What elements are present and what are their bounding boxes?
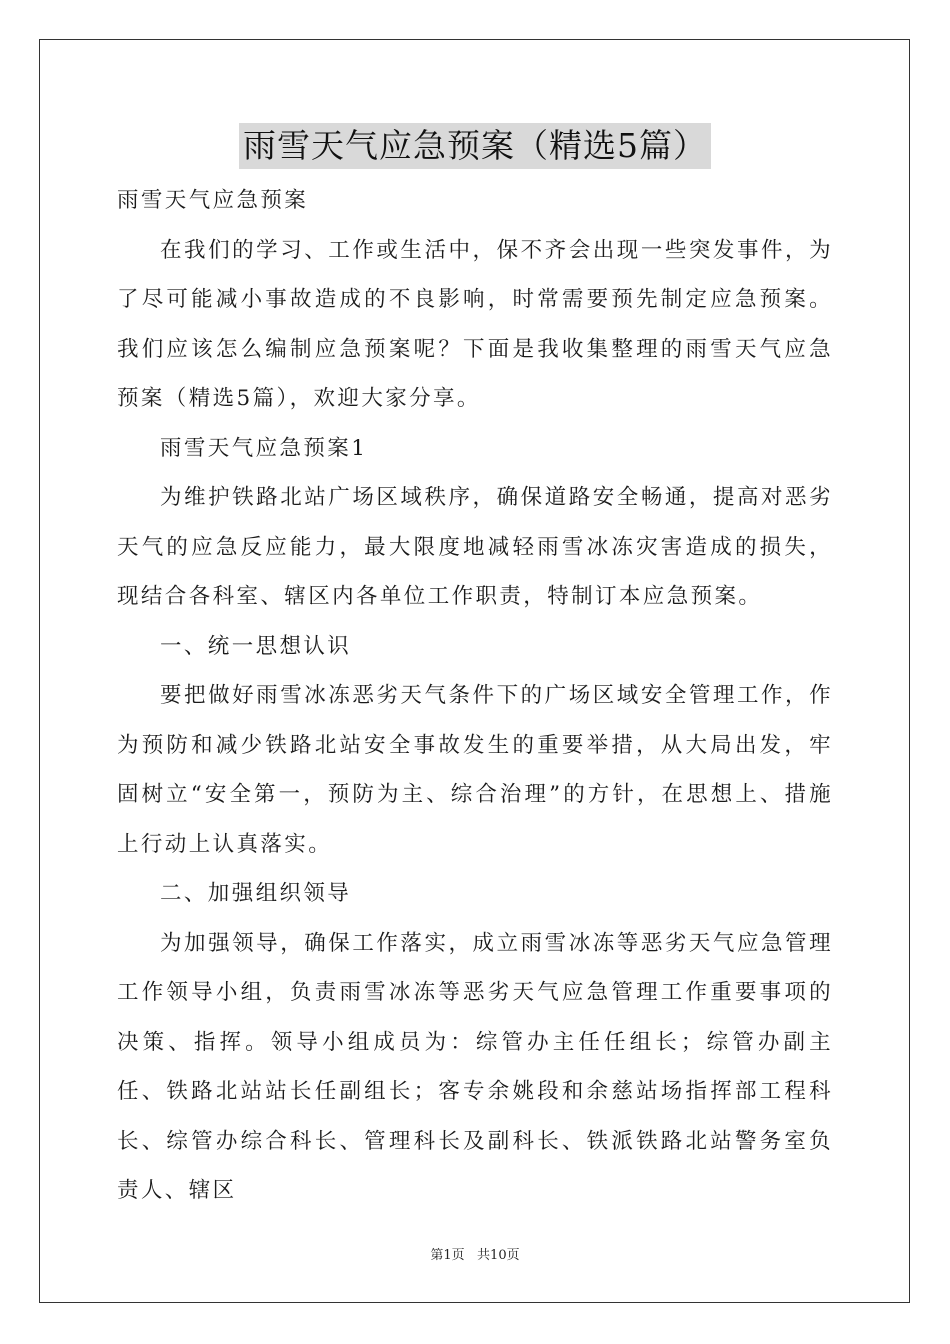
document-title: 雨雪天气应急预案（精选5篇）: [239, 123, 711, 169]
page-footer: 第1页 共10页: [430, 1248, 520, 1263]
paragraph: 要把做好雨雪冰冻恶劣天气条件下的广场区域安全管理工作，作为预防和减少铁路北站安全事故发生的重要举措，从大局出发，牢固树立“安全第一，预防为主、综合治理”的方针，在思想上、措施上行动上认真落实。: [117, 683, 833, 857]
document-body: [117, 176, 833, 1216]
section-heading: 二、加强组织领导: [160, 881, 352, 906]
title-container: [0, 123, 950, 169]
paragraph: 为维护铁路北站广场区域秩序，确保道路安全畅通，提高对恶劣天气的应急反应能力，最大限度地减轻雨雪冰冻灾害造成的损失，现结合各科室、辖区内各单位工作职责，特制订本应急预案。: [117, 485, 833, 609]
paragraph: 在我们的学习、工作或生活中，保不齐会出现一些突发事件，为了尽可能减小事故造成的不良影响，时常需要预先制定应急预案。我们应该怎么编制应急预案呢？下面是我收集整理的雨雪天气应急预案（精选5篇），欢迎大家分享。: [117, 237, 833, 411]
paragraph: 为加强领导，确保工作落实，成立雨雪冰冻等恶劣天气应急管理工作领导小组，负责雨雪冰冻等恶劣天气应急管理工作重要事项的决策、指挥。领导小组成员为：综管办主任任组长；综管办副主任、铁路北站站长任副组长；客专余姚段和余慈站场指挥部工程科长、综管办综合科长、管理科长及副科长、铁派铁路北站警务室负责人、辖区: [117, 930, 833, 1203]
section-heading: 一、统一思想认识: [160, 633, 352, 659]
section-heading: 雨雪天气应急预案1: [160, 435, 368, 461]
paragraph-subtitle: 雨雪天气应急预案: [117, 188, 309, 213]
